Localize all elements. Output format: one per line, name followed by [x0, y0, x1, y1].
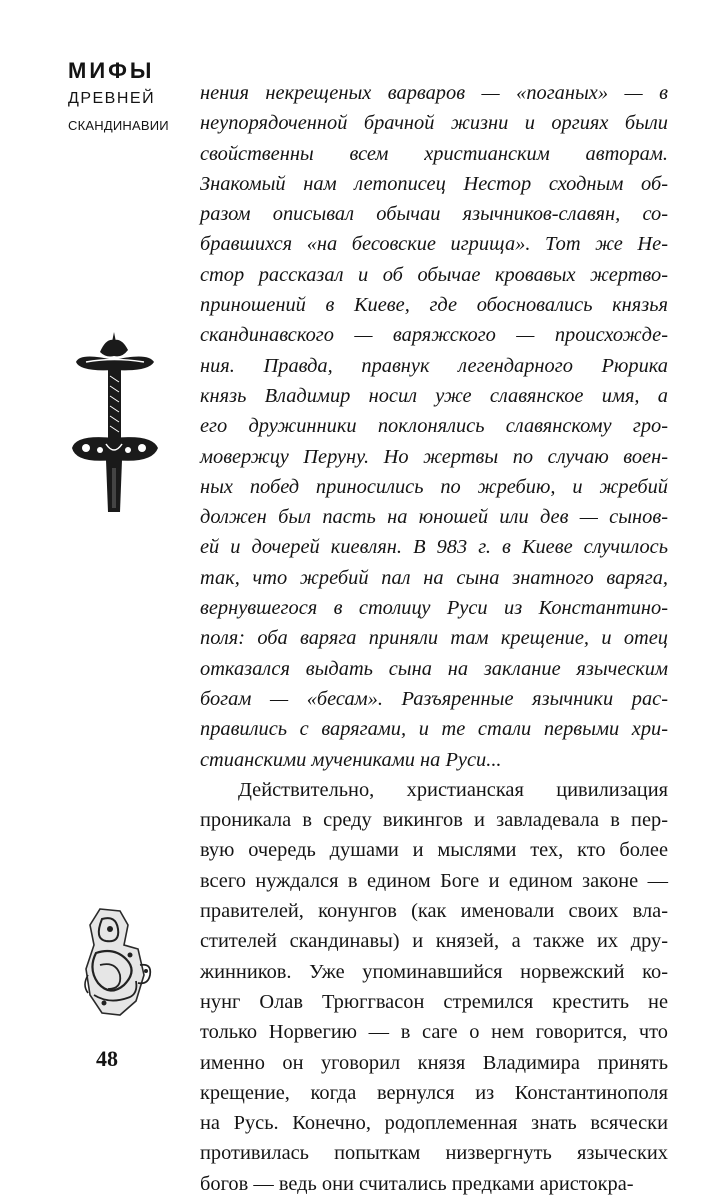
text-line: приношений в Киеве, где обосновались князья — [200, 294, 668, 317]
text-line: стианскими мучениками на Руси... — [200, 748, 502, 771]
text-line: стителей скандинавы) и князей, а также их дру- — [200, 930, 668, 953]
page-number: 48 — [96, 1046, 118, 1071]
text-line: богам — «бесам». Разъяренные язычники рас- — [200, 687, 668, 710]
text-line: правились с варягами, и те стали первыми хри- — [200, 718, 668, 741]
text-line: на Русь. Конечно, родоплеменная знать всячески — [200, 1112, 668, 1135]
text-line: должен был пасть на юношей или дев — сынов- — [200, 506, 668, 529]
text-line: отказался выдать сына на заклание языческим — [200, 657, 668, 680]
text-line: ей и дочерей киевлян. В 983 г. в Киеве случилось — [200, 536, 668, 559]
text-line: проникала в среду викингов и завладевала в пер- — [200, 809, 668, 832]
text-line: вую очередь душами и мыслями тех, кто более — [200, 839, 668, 862]
text-line: нунг Олав Трюггвасон стремился крестить не — [200, 990, 668, 1013]
text-line: правителей, конунгов (как именовали своих вла- — [200, 900, 668, 923]
text-line: его дружинники поклонялись славянскому гро- — [200, 415, 668, 438]
header-subtitle-line2: СКАНДИНАВИИ — [68, 118, 169, 133]
body-text — [200, 78, 668, 1199]
header-title: МИФЫ — [68, 58, 155, 83]
italic-paragraph — [200, 78, 668, 775]
text-line: только Норвегию — в саге о нем говорится, что — [200, 1021, 668, 1044]
text-line: князь Владимир носил уже славянское имя, а — [200, 384, 668, 407]
text-line: всего нуждался в едином Боге и едином законе — — [200, 869, 668, 892]
sword-hilt-illustration — [70, 330, 160, 515]
text-line: разом описывал обычаи язычников-славян, со- — [200, 203, 668, 226]
text-line: мовержцу Перуну. Но жертвы по случаю воен- — [200, 445, 668, 468]
text-line: поля: оба варяга приняли там крещение, и отец — [200, 627, 668, 650]
text-line: вернувшегося в столицу Руси из Константино- — [200, 597, 668, 620]
text-line: так, что жребий пал на сына знатного варяга, — [200, 566, 668, 589]
text-line: скандинавского — варяжского — происхожде- — [200, 324, 668, 347]
header-subtitle-line1: ДРЕВНЕЙ — [68, 90, 156, 107]
text-line: именно он уговорил князя Владимира принять — [200, 1051, 668, 1074]
text-line: Действительно, христианская цивилизация — [238, 778, 668, 801]
runestone-knot-illustration — [80, 905, 160, 1020]
text-line: богов — ведь они считались предками аристокра- — [200, 1172, 634, 1195]
text-line: Знакомый нам летописец Нестор сходным об- — [200, 172, 668, 195]
text-line: жинников. Уже упоминавшийся норвежский ко- — [200, 960, 668, 983]
text-line: ния. Правда, правнук легендарного Рюрика — [200, 354, 668, 377]
text-line: крещение, когда вернулся из Константинополя — [200, 1081, 668, 1104]
text-line: стор рассказал и об обычае кровавых жертво- — [200, 263, 668, 286]
text-line: свойственны всем христианским авторам. — [200, 142, 668, 165]
text-line: ных побед приносились по жребию, и жребий — [200, 475, 668, 498]
text-line: неупорядоченной брачной жизни и оргиях были — [200, 112, 668, 135]
regular-paragraph — [200, 775, 668, 1199]
text-line: бравшихся «на бесовские игрища». Тот же Не- — [200, 233, 668, 256]
text-line: противилась попыткам низвергнуть языческих — [200, 1142, 668, 1165]
text-line: нения некрещеных варваров — «поганых» — в — [200, 82, 668, 104]
